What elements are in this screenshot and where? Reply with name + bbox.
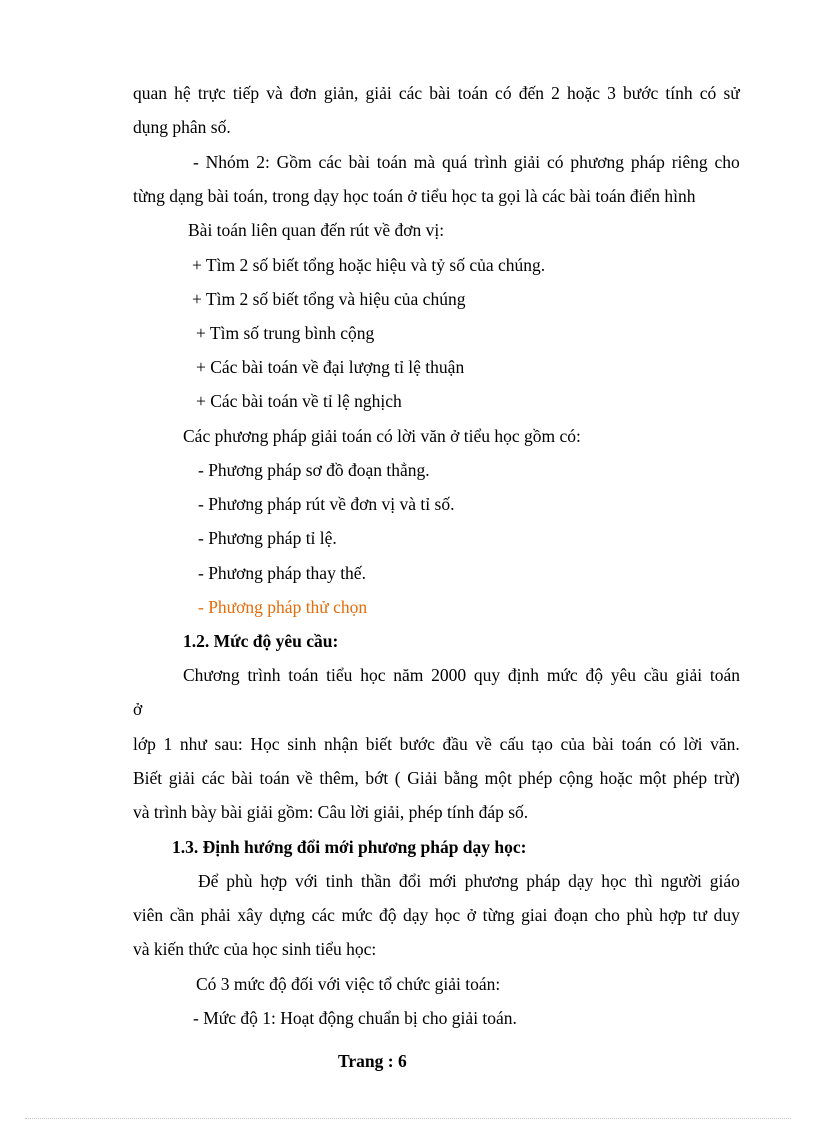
list-item: - Phương pháp sơ đồ đoạn thẳng. xyxy=(198,460,430,480)
list-item: - Phương pháp thay thế. xyxy=(198,563,366,583)
text-line: viên cần phải xây dựng các mức độ dạy học ở từng giai đoạn cho phù hợp tư duy xyxy=(133,905,740,925)
list-item: - Phương pháp rút về đơn vị và tỉ số. xyxy=(198,494,455,514)
section-heading: 1.2. Mức độ yêu cầu: xyxy=(183,631,339,651)
text-line: và kiến thức của học sinh tiểu học: xyxy=(133,939,377,959)
list-item: - Phương pháp tỉ lệ. xyxy=(198,528,337,548)
list-item-highlighted: - Phương pháp thử chọn xyxy=(198,597,368,617)
text-line: - Nhóm 2: Gồm các bài toán mà quá trình giải có phương pháp riêng cho xyxy=(193,152,740,172)
section-heading: 1.3. Định hướng đổi mới phương pháp dạy học: xyxy=(172,837,527,857)
text-line: lớp 1 như sau: Học sinh nhận biết bước đầu về cấu tạo của bài toán có lời văn. xyxy=(133,734,740,754)
text-line: Các phương pháp giải toán có lời văn ở tiểu học gồm có: xyxy=(183,426,581,446)
text-line: Có 3 mức độ đối với việc tổ chức giải toán: xyxy=(196,974,501,994)
text-line: dụng phân số. xyxy=(133,117,231,137)
list-item: - Mức độ 1: Hoạt động chuẩn bị cho giải toán. xyxy=(193,1008,517,1028)
list-item: + Các bài toán về tỉ lệ nghịch xyxy=(196,391,402,411)
footer-divider xyxy=(25,1118,791,1119)
text-line: Chương trình toán tiểu học năm 2000 quy định mức độ yêu cầu giải toán xyxy=(183,665,740,685)
text-line: từng dạng bài toán, trong dạy học toán ở tiểu học ta gọi là các bài toán điển hình xyxy=(133,186,696,206)
list-item: + Tìm 2 số biết tổng hoặc hiệu và tỷ số của chúng. xyxy=(192,255,546,275)
list-item: + Tìm 2 số biết tổng và hiệu của chúng xyxy=(192,289,466,309)
page-number: Trang : 6 xyxy=(338,1051,407,1071)
list-item: + Các bài toán về đại lượng tỉ lệ thuận xyxy=(196,357,465,377)
text-line: ở xyxy=(133,699,143,719)
list-item: + Tìm số trung bình cộng xyxy=(196,323,375,343)
text-line: Biết giải các bài toán về thêm, bớt ( Giải bằng một phép cộng hoặc một phép trừ) xyxy=(133,768,740,788)
text-line: Bài toán liên quan đến rút về đơn vị: xyxy=(188,220,445,240)
text-line: Để phù hợp với tinh thần đổi mới phương pháp dạy học thì người giáo xyxy=(198,871,740,891)
text-line: và trình bày bài giải gồm: Câu lời giải, phép tính đáp số. xyxy=(133,802,529,822)
text-line: quan hệ trực tiếp và đơn giản, giải các bài toán có đến 2 hoặc 3 bước tính có sử xyxy=(133,83,740,103)
